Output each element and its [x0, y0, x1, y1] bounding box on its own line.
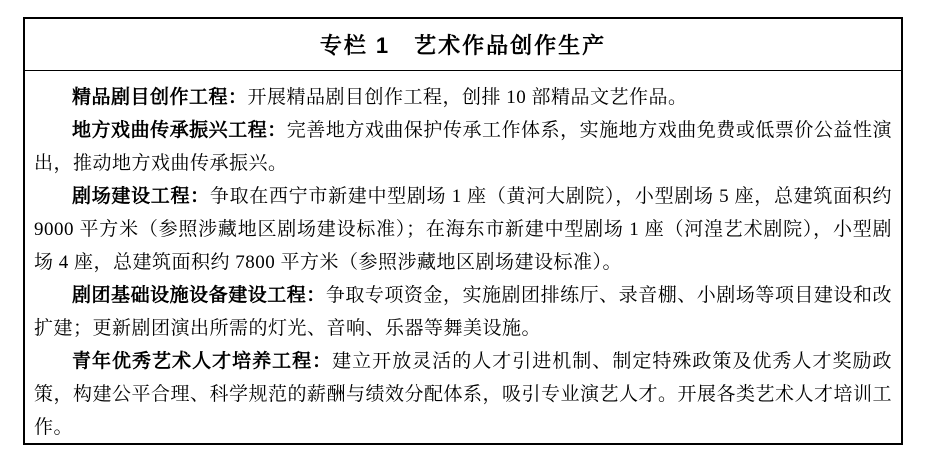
program-description: 建立开放灵活的人才引进机制、制定特殊政策及优秀人才奖励政策，构建公平合理、科学规范的薪酬与绩效分配体系，吸引专业演艺人才。开展各类艺术人才培训工作。: [34, 351, 893, 438]
panel-title-bar: [25, 19, 901, 71]
program-description: 开展精品剧目创作工程，创排 10 部精品文艺作品。: [247, 87, 688, 108]
program-paragraph: [34, 114, 892, 180]
program-name: 剧场建设工程：: [72, 186, 210, 207]
column-panel: [23, 17, 903, 445]
program-name: 青年优秀艺术人才培养工程：: [72, 351, 333, 372]
panel-title: 专栏 1 艺术作品创作生产: [319, 33, 607, 58]
program-description: 完善地方戏曲保护传承工作体系，实施地方戏曲免费或低票价公益性演出，推动地方戏曲传承振兴。: [34, 120, 892, 174]
program-name: 剧团基础设施设备建设工程：: [72, 285, 326, 306]
program-description: 争取专项资金，实施剧团排练厅、录音棚、小剧场等项目建设和改扩建；更新剧团演出所需的灯光、音响、乐器等舞美设施。: [34, 285, 892, 339]
program-name: 精品剧目创作工程：: [72, 87, 248, 108]
program-paragraph: [34, 345, 892, 444]
program-paragraph: [34, 279, 892, 345]
program-paragraph: [34, 81, 892, 114]
program-paragraph: [34, 180, 892, 279]
program-description: 争取在西宁市新建中型剧场 1 座（黄河大剧院），小型剧场 5 座，总建筑面积约 9000 平方米（参照涉藏地区剧场建设标准）；在海东市新建中型剧场 1 座（河湟艺术剧院），小型剧场 4 座，总建筑面积约 7800 平方米（参照涉藏地区剧场建设标准）。: [34, 186, 892, 273]
program-name: 地方戏曲传承振兴工程：: [72, 120, 287, 141]
panel-body: [25, 71, 901, 450]
